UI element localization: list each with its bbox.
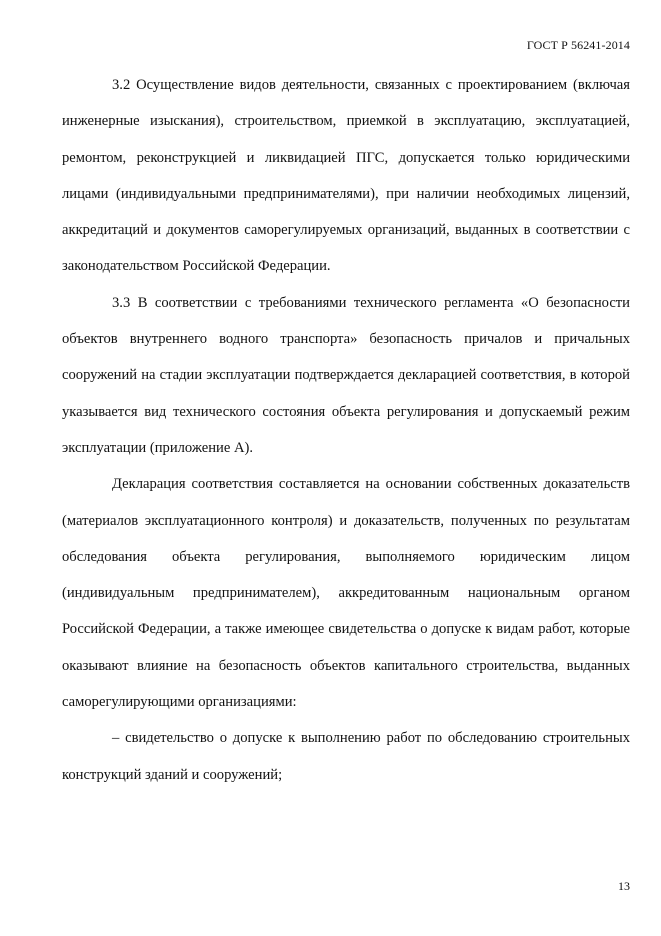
list-item-certificate: – свидетельство о допуске к выполнению работ по обследованию строительных конструкций зданий и сооружений; [62,730,630,783]
paragraph-3-3: 3.3 В соответствии с требованиями технического регламента «О безопасности объектов внутреннего водного транспорта» безопасность причалов и причальных сооружений на стадии эксплуатации подтверждается декларацией соответствия, в которой указывается вид технического состояния объекта регулирования и допускаемый режим эксплуатации (приложение А). [62,294,630,456]
document-body [62,67,630,793]
paragraph-declaration: Декларация соответствия составляется на основании собственных доказательств (материалов эксплуатационного контроля) и доказательств, полученных по результатам обследования объекта регулирования, выполняемого юридическим лицом (индивидуальным предпринимателем), аккредитованным национальным органом Российской Федерации, а также имеющее свидетельства о допуске к видам работ, которые оказывают влияние на безопасность объектов капитального строительства, выданных саморегулирующими организациями: [62,476,630,711]
page-number: 13 [618,879,630,893]
paragraph-3-2: 3.2 Осуществление видов деятельности, связанных с проектированием (включая инженерные изыскания), строительством, приемкой в эксплуатацию, эксплуатацией, ремонтом, реконструкцией и ликвидацией ПГС, допускается только юридическими лицами (индивидуальными предпринимателями), при наличии необходимых лицензий, аккредитаций и документов саморегулируемых организаций, выданных в соответствии с законодательством Российской Федерации. [62,77,630,275]
document-header: ГОСТ Р 56241-2014 [526,38,630,52]
